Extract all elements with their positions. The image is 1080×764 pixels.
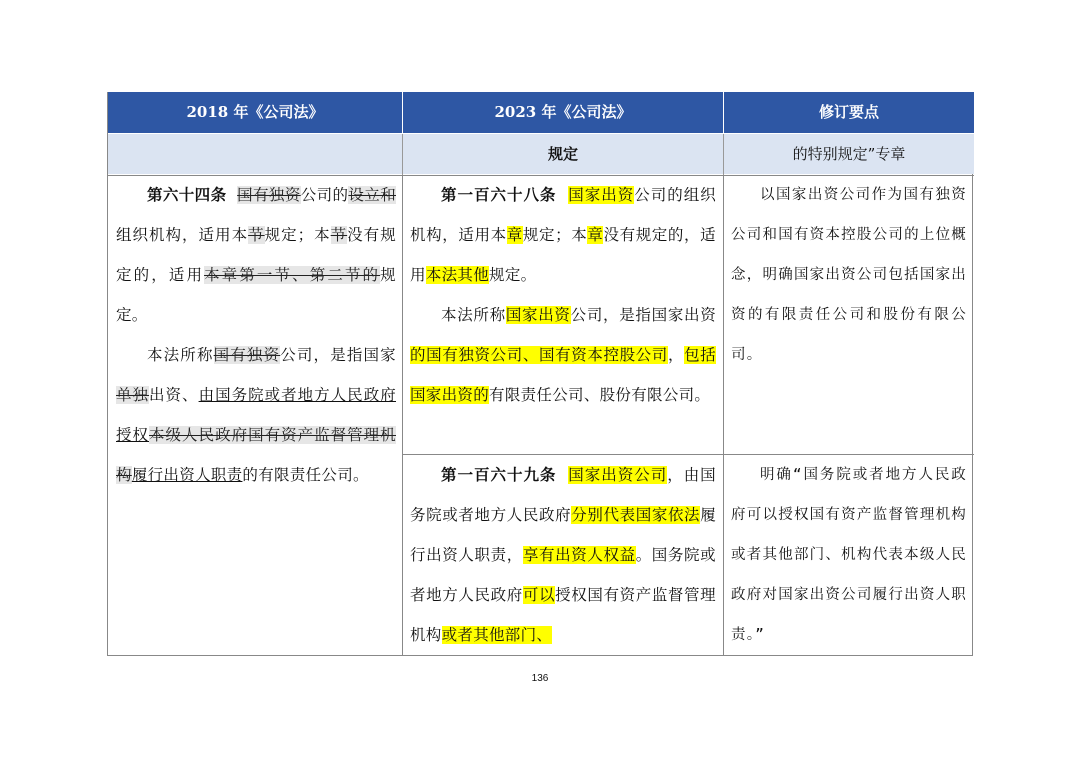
column-divider	[723, 175, 724, 656]
highlighted-text: 可以	[522, 586, 556, 604]
highlighted-text: 包括国家出资的	[410, 346, 716, 404]
highlighted-text: 本法其他	[425, 266, 490, 284]
article-number: 第一百六十九条	[441, 465, 557, 484]
deleted-text: 本章第一节、第二节的	[204, 266, 381, 284]
subheader-revision-text: 的特别规定”专章	[792, 145, 906, 163]
highlighted-text: 国家出资	[505, 306, 571, 324]
cell-revision-point-2: 明确“国务院或者地方人民政府可以授权国有资产监督管理机构或者其他部门、机构代表本级人民政府对国家出资公司履行出资人职责。”	[731, 467, 967, 643]
header-revision-points: 修订要点	[818, 103, 879, 121]
highlighted-text: 章	[587, 226, 604, 244]
table-header-row	[108, 92, 974, 133]
highlighted-text: 分别代表国家依法	[571, 506, 701, 524]
subheader-2023-text: 规定	[547, 145, 578, 163]
highlighted-text: 享有出资人权益	[522, 546, 636, 564]
page-number: 136	[531, 673, 549, 684]
cell-revision-point-1: 以国家出资公司作为国有独资公司和国有资本控股公司的上位概念，明确国家出资公司包括国家出资的有限责任公司和股份有限公司。	[731, 187, 967, 363]
highlighted-text: 章	[506, 226, 523, 244]
deleted-text: 单独	[116, 386, 150, 404]
header-2018-law: 2018 年《公司法》	[186, 103, 324, 121]
column-divider	[402, 175, 403, 656]
table-subheader-row	[108, 133, 974, 174]
header-2023-law: 2023 年《公司法》	[494, 103, 632, 121]
cell-2018-article-64: 第六十四条 国有独资公司的设立和组织机构，适用本节规定；本节没有规定的，适用本章第一节、第二节的规定。 本法所称国有独资公司，是指国家单独出资、由国务院或者地方人民政府授权本级人民政府国有资产监督管理机构履行出资人职责的有限责任公司。	[116, 185, 396, 484]
underlined-text: 由国务院或者地方人民政府授权	[116, 386, 396, 444]
comparison-table	[107, 92, 973, 656]
deleted-text: 国有独资	[213, 346, 281, 364]
deleted-text: 设立和	[348, 186, 396, 204]
cell-2023-article-169: 第一百六十九条 国家出资公司，由国务院或者地方人民政府分别代表国家依法履行出资人职责，享有出资人权益。国务院或者地方人民政府可以授权国有资产监督管理机构或者其他部门、	[410, 465, 716, 644]
article-number: 第六十四条	[147, 185, 227, 204]
highlighted-text: 或者其他部门、	[441, 626, 553, 644]
underlined-text: 履行出资人职责	[131, 466, 243, 484]
cell-2023-article-168: 第一百六十八条 国家出资公司的组织机构，适用本章规定；本章没有规定的，适用本法其他规定。 本法所称国家出资公司，是指国家出资的国有独资公司、国有资本控股公司，包括国家出资的有限责任公司、股份有限公司。	[410, 185, 717, 404]
deleted-text: 节	[248, 226, 265, 244]
highlighted-text: 国家出资	[568, 186, 635, 204]
article-number: 第一百六十八条	[441, 185, 557, 204]
deleted-text: 本级人民政府国有资产监督管理机构	[116, 426, 396, 484]
highlighted-text: 的国有独资公司、国有资本控股公司	[410, 346, 668, 364]
deleted-text: 国有独资	[237, 186, 301, 204]
deleted-text: 节	[330, 226, 348, 244]
highlighted-text: 国家出资公司	[568, 466, 668, 484]
